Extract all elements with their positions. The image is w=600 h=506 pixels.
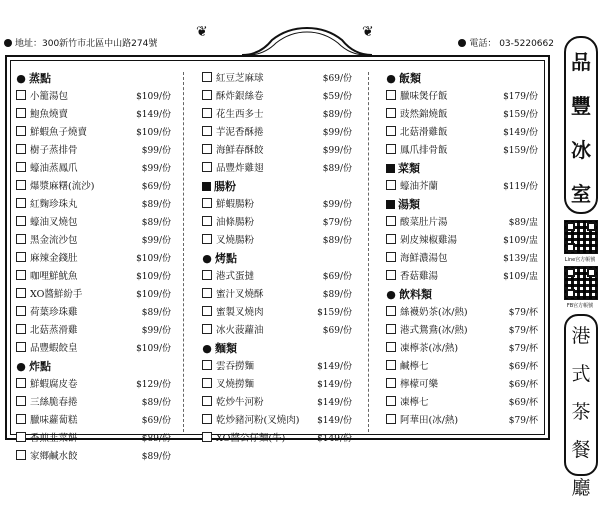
menu-column-1	[16, 70, 171, 466]
order-checkbox[interactable]	[202, 126, 212, 136]
circle-bullet-icon: ●	[16, 360, 26, 373]
order-checkbox[interactable]	[386, 378, 396, 388]
order-checkbox[interactable]	[16, 378, 26, 388]
address	[4, 36, 157, 49]
section-heading	[202, 340, 352, 358]
bullet-icon	[4, 39, 12, 47]
order-checkbox[interactable]	[386, 144, 396, 154]
menu-item-name: 酸菜肚片湯	[400, 217, 448, 228]
square-bullet-icon	[386, 164, 395, 173]
menu-item	[386, 178, 538, 196]
menu-column-2	[202, 70, 352, 448]
brand2-char: 式	[571, 363, 591, 385]
order-checkbox[interactable]	[16, 216, 26, 226]
menu-item	[16, 268, 171, 286]
menu-item-price: $79/杯	[508, 308, 538, 318]
menu-item-name: 香煎韭菜餅	[30, 433, 78, 444]
menu-item-name: 紅豆芝麻球	[216, 73, 264, 84]
menu-item-price: $109/盅	[503, 236, 538, 246]
menu-item-name: 油條腸粉	[216, 217, 255, 228]
menu-item-price: $109/份	[136, 128, 171, 138]
order-checkbox[interactable]	[16, 288, 26, 298]
menu-item	[16, 322, 171, 340]
menu-item	[16, 232, 171, 250]
menu-item-name: 樹子蒸排骨	[30, 145, 78, 156]
menu-item-name: 叉燒腸粉	[216, 235, 255, 246]
order-checkbox[interactable]	[16, 144, 26, 154]
brand-char: 冰	[571, 138, 591, 162]
menu-item-name: 荷葉珍珠雞	[30, 307, 78, 318]
menu-item	[202, 376, 352, 394]
circle-bullet-icon: ●	[202, 252, 212, 265]
menu-item	[202, 196, 352, 214]
menu-item-name: 酥炸銀絲卷	[216, 91, 264, 102]
brand2-char: 港	[571, 325, 591, 347]
menu-item-price: $149/份	[317, 416, 352, 426]
menu-item-name: 叉燒撈麵	[216, 379, 255, 390]
order-checkbox[interactable]	[386, 342, 396, 352]
square-bullet-icon	[202, 182, 211, 191]
section-title: 烤點	[215, 252, 237, 265]
menu-item-price: $139/盅	[503, 254, 538, 264]
menu-item-name: 三絲脆春捲	[30, 397, 78, 408]
menu-item-price: $69/杯	[508, 362, 538, 372]
brand-char: 室	[571, 182, 591, 206]
menu-item	[16, 376, 171, 394]
column-divider	[183, 72, 184, 432]
menu-item-price: $89/份	[322, 236, 352, 246]
bullet-icon	[458, 39, 466, 47]
order-checkbox[interactable]	[386, 252, 396, 262]
menu-item-price: $109/份	[136, 254, 171, 264]
menu-item-price: $79/份	[322, 218, 352, 228]
menu-item-price: $109/份	[136, 92, 171, 102]
order-checkbox[interactable]	[202, 324, 212, 334]
menu-item	[386, 232, 538, 250]
menu-item-price: $99/份	[141, 326, 171, 336]
menu-item-price: $149/份	[136, 110, 171, 120]
qr-finder-icon	[566, 222, 575, 231]
menu-item-price: $109/份	[136, 272, 171, 282]
order-checkbox[interactable]	[16, 108, 26, 118]
section-heading	[16, 70, 171, 88]
menu-item-name: 鮮蝦腐皮卷	[30, 379, 78, 390]
menu-item-name: 香菇雞湯	[400, 271, 439, 282]
menu-item	[386, 394, 538, 412]
brand2-char: 廳	[571, 477, 591, 499]
menu-item	[386, 142, 538, 160]
menu-item-name: 爆漿麻糬(流沙)	[30, 181, 95, 192]
menu-item-price: $89/份	[141, 200, 171, 210]
menu-item	[202, 160, 352, 178]
menu-item-price: $89/份	[322, 290, 352, 300]
menu-item	[386, 304, 538, 322]
menu-item	[202, 142, 352, 160]
menu-item-price: $69/份	[322, 272, 352, 282]
order-checkbox[interactable]	[16, 324, 26, 334]
menu-item-name: 港式鴛鴦(冰/熱)	[400, 325, 468, 336]
menu-item-name: 乾炒豬河粉(叉燒肉)	[216, 415, 300, 426]
order-checkbox[interactable]	[202, 432, 212, 442]
section-title: 湯類	[398, 198, 420, 211]
menu-item	[202, 394, 352, 412]
menu-item	[202, 88, 352, 106]
menu-item	[16, 448, 171, 466]
line-qr-code[interactable]	[564, 220, 598, 254]
menu-item	[16, 88, 171, 106]
menu-item	[386, 214, 538, 232]
section-heading	[386, 70, 538, 88]
menu-item-price: $99/份	[141, 164, 171, 174]
menu-item-name: 麻辣金錢肚	[30, 253, 78, 264]
circle-bullet-icon: ●	[202, 342, 212, 355]
menu-item	[386, 250, 538, 268]
menu-item	[386, 376, 538, 394]
ornament-left-icon: ❦	[196, 24, 208, 40]
order-checkbox[interactable]	[202, 144, 212, 154]
section-title: 腸粉	[214, 180, 236, 193]
order-checkbox[interactable]	[16, 396, 26, 406]
fb-qr-label: FB官方帳號	[566, 303, 594, 309]
order-checkbox[interactable]	[16, 306, 26, 316]
menu-item-name: 花生西多士	[216, 109, 264, 120]
menu-item-price: $69/杯	[508, 380, 538, 390]
menu-item-name: 雲吞撈麵	[216, 361, 255, 372]
menu-item	[16, 178, 171, 196]
menu-item	[16, 160, 171, 178]
brand-logo	[564, 36, 598, 214]
order-checkbox[interactable]	[386, 234, 396, 244]
menu-item	[386, 106, 538, 124]
menu-item-name: 鳳爪排骨飯	[400, 145, 448, 156]
menu-item-name: 冰火菠蘿油	[216, 325, 264, 336]
order-checkbox[interactable]	[386, 360, 396, 370]
menu-item	[202, 232, 352, 250]
menu-item-name: 凍檸七	[400, 397, 429, 408]
menu-item-name: 海鮮濃湯包	[400, 253, 448, 264]
menu-item	[16, 430, 171, 448]
menu-item-name: 小籠湯包	[30, 91, 69, 102]
menu-item-price: $99/份	[141, 236, 171, 246]
menu-item-price: $69/份	[141, 416, 171, 426]
circle-bullet-icon: ●	[16, 72, 26, 85]
order-checkbox[interactable]	[16, 90, 26, 100]
order-checkbox[interactable]	[386, 396, 396, 406]
order-checkbox[interactable]	[202, 396, 212, 406]
section-title: 炸點	[29, 360, 51, 373]
qr-finder-icon	[566, 268, 575, 277]
line-qr-label: Line官方帳號	[564, 257, 596, 263]
order-checkbox[interactable]	[202, 216, 212, 226]
menu-item	[202, 214, 352, 232]
menu-item-name: 阿華田(冰/熱)	[400, 415, 459, 426]
order-checkbox[interactable]	[16, 342, 26, 352]
section-heading	[386, 160, 538, 178]
order-checkbox[interactable]	[202, 72, 212, 82]
menu-item-price: $149/份	[317, 398, 352, 408]
phone	[458, 36, 554, 49]
menu-item-price: $109/份	[136, 290, 171, 300]
side-panel	[560, 36, 600, 499]
menu-item-price: $99/份	[322, 200, 352, 210]
order-checkbox[interactable]	[16, 414, 26, 424]
menu-item	[16, 142, 171, 160]
circle-bullet-icon: ●	[386, 288, 396, 301]
order-checkbox[interactable]	[202, 90, 212, 100]
menu-item-name: 北菇蒸滑雞	[30, 325, 78, 336]
order-checkbox[interactable]	[16, 270, 26, 280]
menu-item	[386, 124, 538, 142]
order-checkbox[interactable]	[16, 126, 26, 136]
menu-item	[16, 340, 171, 358]
menu-item-name: 臘味煲仔飯	[400, 91, 448, 102]
section-heading	[202, 250, 352, 268]
menu-item	[16, 106, 171, 124]
menu-item-price: $99/份	[322, 146, 352, 156]
menu-item	[386, 268, 538, 286]
menu-item-name: XO醬鮮紛手	[30, 289, 83, 300]
menu-item-price: $159/份	[503, 146, 538, 156]
restaurant-type-logo	[564, 314, 598, 499]
menu-item-price: $79/杯	[508, 344, 538, 354]
qr-finder-icon	[587, 268, 596, 277]
menu-item-price: $79/杯	[508, 326, 538, 336]
menu-item-price: $89/份	[322, 164, 352, 174]
menu-item-price: $109/盅	[503, 272, 538, 282]
menu-item-price: $89/份	[141, 308, 171, 318]
menu-item	[202, 286, 352, 304]
menu-item-price: $109/份	[136, 344, 171, 354]
brand-char: 品	[571, 50, 591, 74]
menu-item-price: $69/杯	[508, 398, 538, 408]
section-title: 飯類	[399, 72, 421, 85]
section-heading	[386, 196, 538, 214]
qr-finder-icon	[566, 289, 575, 298]
menu-item-name: 鮑魚燒賣	[30, 109, 69, 120]
menu-item-price: $89/份	[322, 110, 352, 120]
section-title: 飲料類	[399, 288, 432, 301]
menu-item-price: $59/份	[322, 92, 352, 102]
menu-item-name: 乾炒牛河粉	[216, 397, 264, 408]
menu-item-name: 蜜製叉燒肉	[216, 307, 264, 318]
order-checkbox[interactable]	[202, 108, 212, 118]
menu-item-name: 品豐炸雞翅	[216, 163, 264, 174]
menu-item	[202, 412, 352, 430]
menu-item-price: $69/份	[141, 182, 171, 192]
menu-item-price: $89/份	[141, 218, 171, 228]
order-checkbox[interactable]	[16, 180, 26, 190]
menu-item-name: 蠔油蒸鳳爪	[30, 163, 78, 174]
menu-item-price: $159/份	[503, 110, 538, 120]
menu-item	[16, 124, 171, 142]
menu-item-name: 黑金流沙包	[30, 235, 78, 246]
order-checkbox[interactable]	[386, 414, 396, 424]
menu-item	[16, 214, 171, 232]
menu-item-price: $149/份	[317, 380, 352, 390]
menu-item-price: $149/份	[317, 434, 352, 444]
order-checkbox[interactable]	[386, 180, 396, 190]
menu-item-price: $99/份	[322, 128, 352, 138]
menu-item-name: 蠔油叉燒包	[30, 217, 78, 228]
menu-item	[16, 304, 171, 322]
fb-qr-code[interactable]	[564, 266, 598, 300]
frame-arch	[242, 26, 372, 58]
menu-item	[202, 358, 352, 376]
menu-item-name: 蜜汁叉燒酥	[216, 289, 264, 300]
menu-item-name: 豉然錦燒飯	[400, 109, 448, 120]
menu-item-price: $149/份	[503, 128, 538, 138]
order-checkbox[interactable]	[16, 432, 26, 442]
menu-item-price: $129/份	[136, 380, 171, 390]
menu-item	[16, 412, 171, 430]
menu-item-name: 鹹檸七	[400, 361, 429, 372]
menu-item	[202, 268, 352, 286]
menu-item-price: $149/份	[317, 362, 352, 372]
order-checkbox[interactable]	[202, 414, 212, 424]
menu-item-price: $79/杯	[508, 416, 538, 426]
menu-item	[386, 322, 538, 340]
qr-finder-icon	[566, 243, 575, 252]
menu-item-name: 蠔油芥蘭	[400, 181, 439, 192]
order-checkbox[interactable]	[202, 306, 212, 316]
brand-char: 豐	[571, 94, 591, 118]
menu-item-name: 絲襪奶茶(冰/熱)	[400, 307, 468, 318]
order-checkbox[interactable]	[386, 126, 396, 136]
menu-item-price: $179/份	[503, 92, 538, 102]
order-checkbox[interactable]	[202, 360, 212, 370]
order-checkbox[interactable]	[16, 450, 26, 460]
menu-item-name: 凍檸茶(冰/熱)	[400, 343, 459, 354]
menu-item	[386, 88, 538, 106]
section-title: 麵類	[215, 342, 237, 355]
brand2-char: 餐	[571, 439, 591, 461]
menu-item-price: $89/盅	[508, 218, 538, 228]
menu-item-price: $69/份	[322, 74, 352, 84]
order-checkbox[interactable]	[16, 198, 26, 208]
menu-item	[202, 70, 352, 88]
menu-item	[202, 304, 352, 322]
order-checkbox[interactable]	[386, 108, 396, 118]
address-text: 地址：300新竹市北區中山路274號	[15, 39, 158, 49]
phone-text: 電話： 03-5220662	[469, 39, 554, 49]
menu-item-name: 咖哩鮮魷魚	[30, 271, 78, 282]
section-title: 蒸點	[29, 72, 51, 85]
menu-item	[16, 286, 171, 304]
menu-item-price: $99/份	[141, 146, 171, 156]
menu-item-price: $159/份	[317, 308, 352, 318]
menu-item-name: 檸檬可樂	[400, 379, 439, 390]
menu-item-name: 臘味蘿蔔糕	[30, 415, 78, 426]
order-checkbox[interactable]	[386, 216, 396, 226]
square-bullet-icon	[386, 200, 395, 209]
order-checkbox[interactable]	[202, 378, 212, 388]
order-checkbox[interactable]	[202, 234, 212, 244]
order-checkbox[interactable]	[386, 324, 396, 334]
menu-item-name: 剁皮辣椒雞湯	[400, 235, 458, 246]
menu-item	[16, 196, 171, 214]
menu-item-name: XO醬公仔麵(牛)	[216, 433, 286, 444]
ornament-right-icon: ❦	[362, 24, 374, 40]
menu-item	[202, 124, 352, 142]
column-divider	[368, 72, 369, 432]
order-checkbox[interactable]	[202, 270, 212, 280]
section-heading	[16, 358, 171, 376]
menu-item-name: 品豐蝦餃皇	[30, 343, 78, 354]
menu-item	[16, 250, 171, 268]
order-checkbox[interactable]	[386, 90, 396, 100]
menu-item	[386, 340, 538, 358]
menu-item-name: 北菇滑雞飯	[400, 127, 448, 138]
order-checkbox[interactable]	[386, 270, 396, 280]
section-heading	[202, 178, 352, 196]
menu-column-3	[386, 70, 538, 430]
menu-item-name: 海鮮春酥餃	[216, 145, 264, 156]
order-checkbox[interactable]	[202, 162, 212, 172]
qr-finder-icon	[587, 222, 596, 231]
menu-item-name: 鮮蝦魚子燒賣	[30, 127, 88, 138]
order-checkbox[interactable]	[16, 162, 26, 172]
menu-item	[202, 106, 352, 124]
section-heading	[386, 286, 538, 304]
menu-item-name: 紅麴珍珠丸	[30, 199, 78, 210]
menu-item	[16, 394, 171, 412]
brand2-char: 茶	[571, 401, 591, 423]
menu-item-name: 家鄉鹹水餃	[30, 451, 78, 462]
circle-bullet-icon: ●	[386, 72, 396, 85]
order-checkbox[interactable]	[16, 252, 26, 262]
menu-item	[202, 322, 352, 340]
order-checkbox[interactable]	[202, 198, 212, 208]
menu-item	[386, 358, 538, 376]
menu-item-price: $89/份	[141, 434, 171, 444]
section-title: 菜類	[398, 162, 420, 175]
menu-item-price: $89/份	[141, 452, 171, 462]
menu-item	[202, 430, 352, 448]
order-checkbox[interactable]	[202, 288, 212, 298]
menu-item-name: 鮮蝦腸粉	[216, 199, 255, 210]
order-checkbox[interactable]	[386, 306, 396, 316]
order-checkbox[interactable]	[16, 234, 26, 244]
menu-item-price: $89/份	[141, 398, 171, 408]
menu-item-price: $119/份	[503, 182, 538, 192]
menu-item-price: $69/份	[322, 326, 352, 336]
menu-item	[386, 412, 538, 430]
menu-item-name: 芋泥香酥捲	[216, 127, 264, 138]
menu-item-name: 港式蛋撻	[216, 271, 255, 282]
